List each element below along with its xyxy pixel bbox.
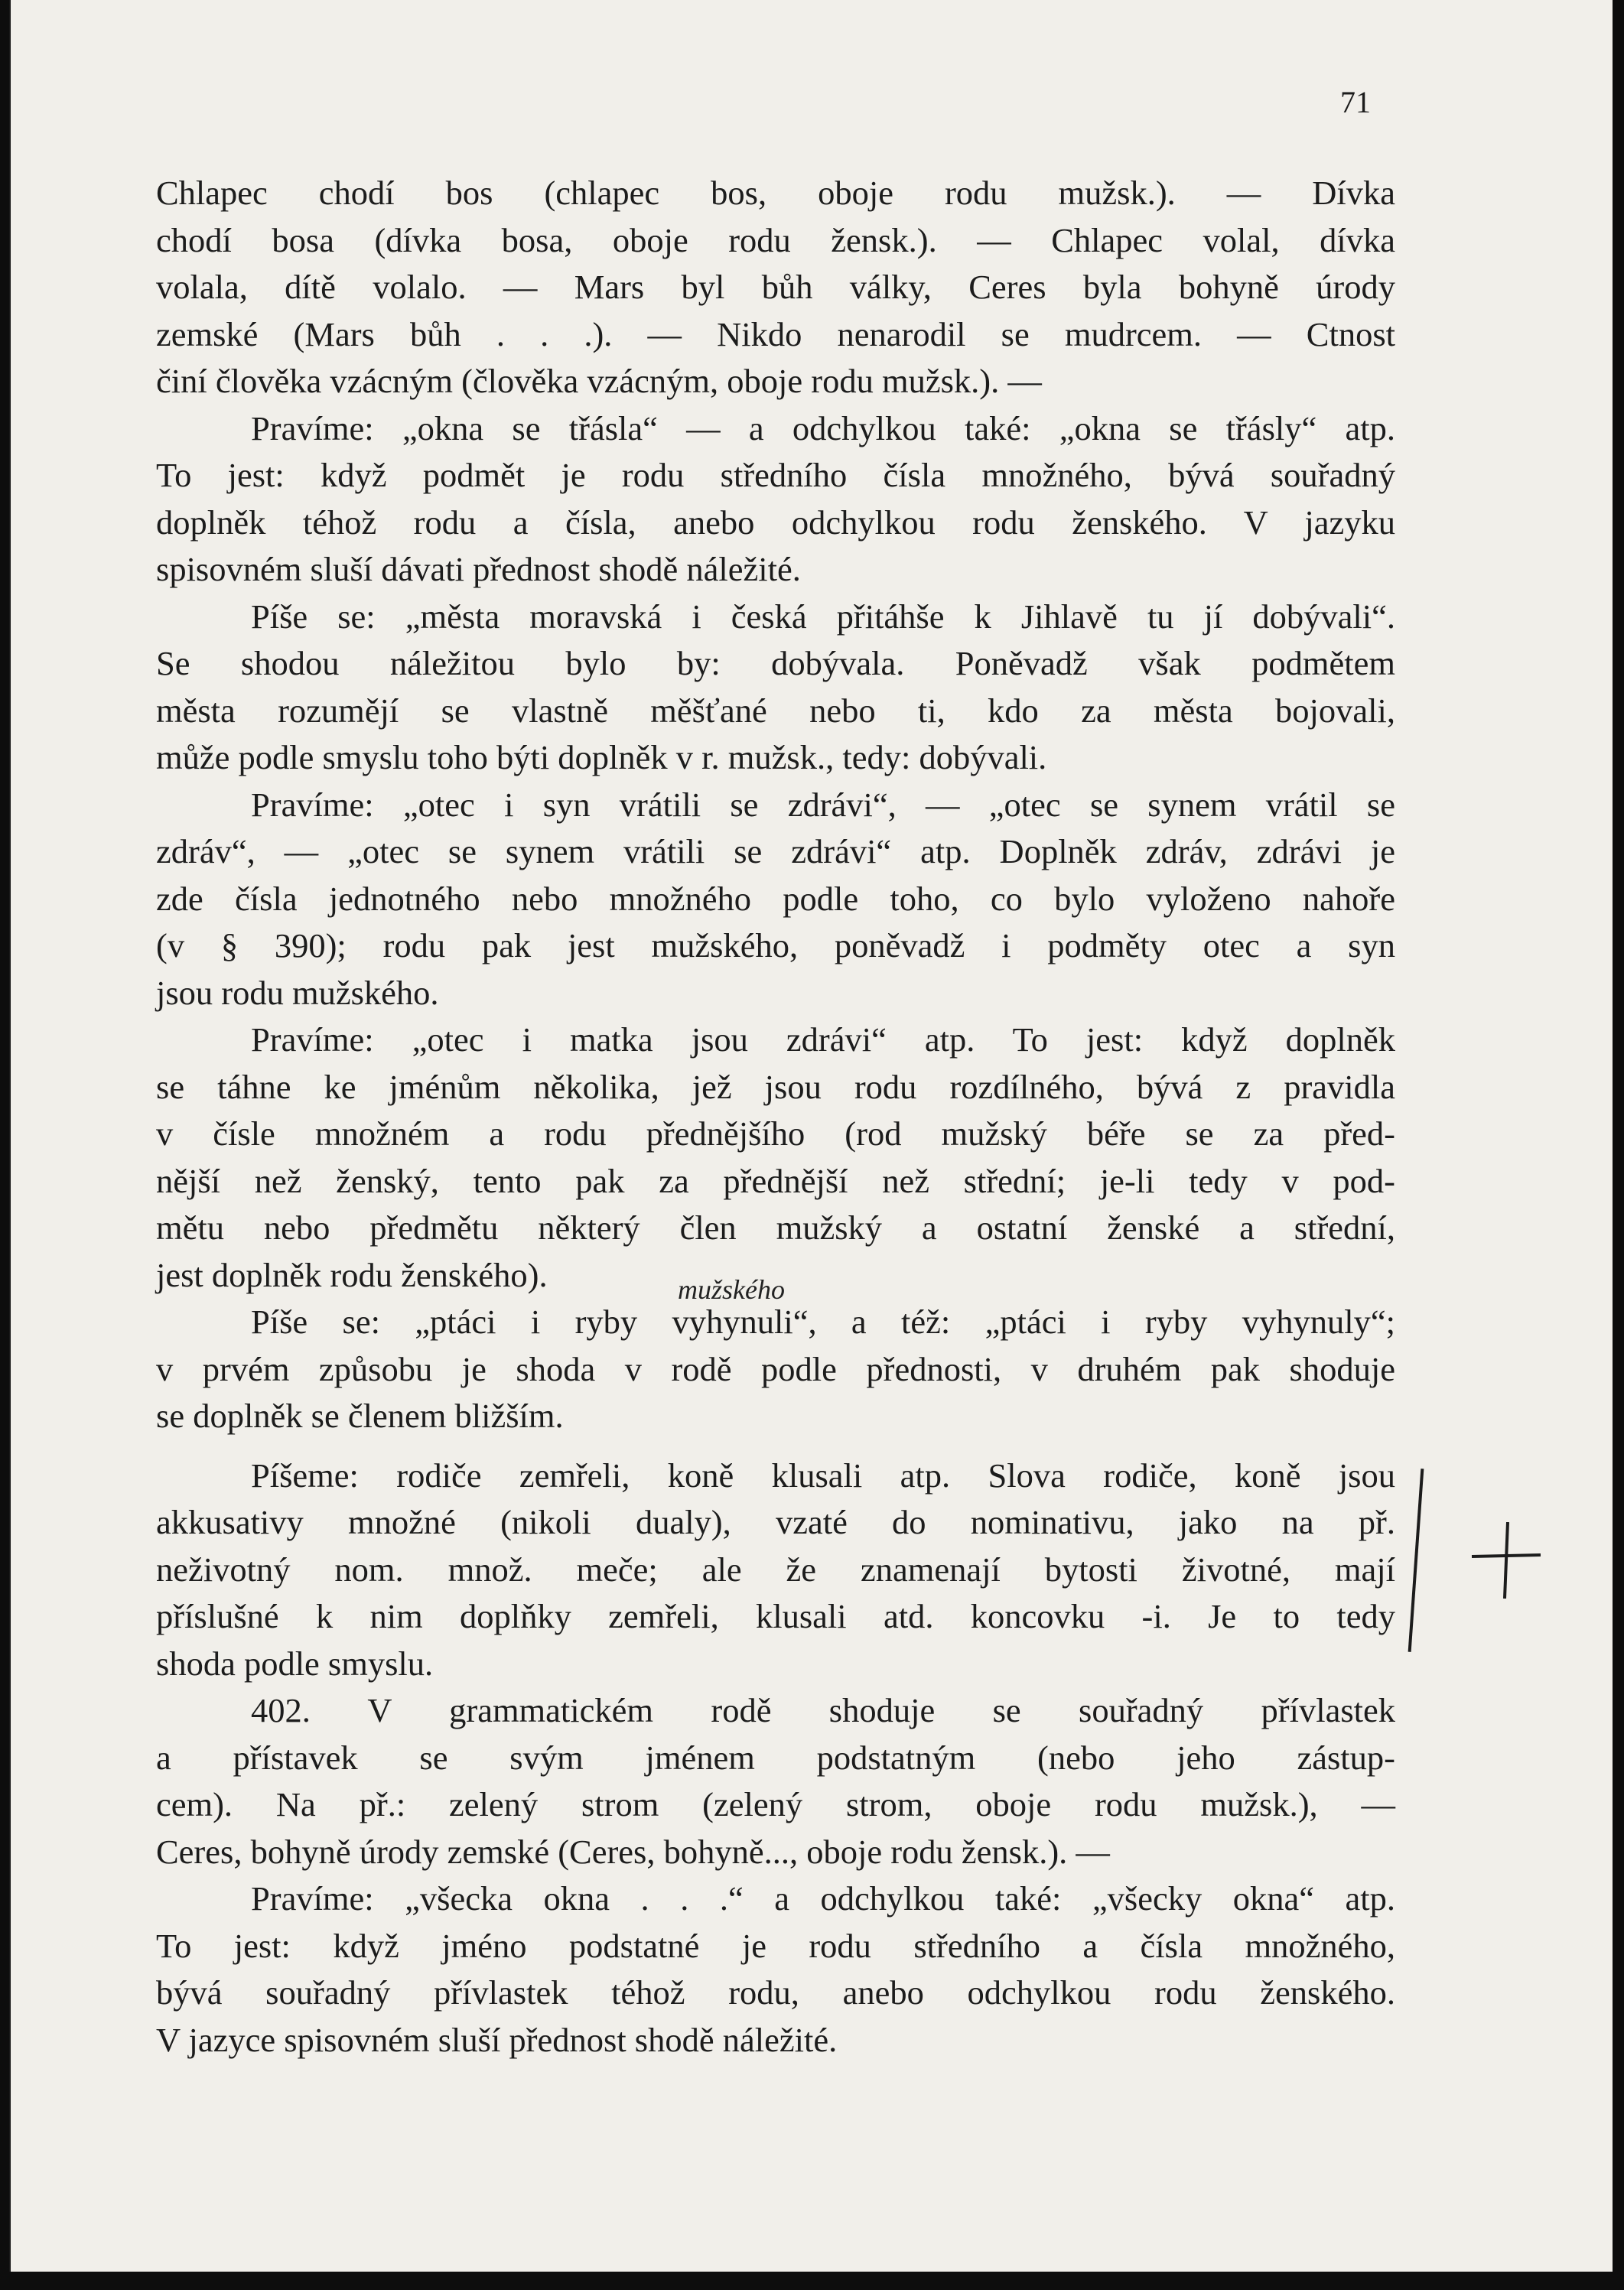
text-line: města rozumějí se vlastně měšťané nebo ti, kdo za města bojovali, xyxy=(156,691,1395,730)
text-line: shoda podle smyslu. xyxy=(156,1644,434,1683)
book-page xyxy=(11,0,1613,2272)
text-line: se doplněk se členem bližším. xyxy=(156,1397,564,1435)
scan-edge-left xyxy=(0,0,9,2290)
text-line: Chlapec chodí bos (chlapec bos, oboje rodu mužsk.). — Dívka xyxy=(156,174,1395,212)
text-line: jest doplněk rodu ženského). xyxy=(156,1255,548,1294)
text-line: nější než ženský, tento pak za přednější než střední; je-li tedy v pod- xyxy=(156,1161,1395,1200)
text-line: cem). Na př.: zelený strom (zelený strom, oboje rodu mužsk.), — xyxy=(156,1785,1395,1823)
text-line: neživotný nom. množ. meče; ale že znamenají bytosti životné, mají xyxy=(156,1550,1395,1589)
margin-plus-icon xyxy=(1468,1522,1544,1599)
page-number: 71 xyxy=(1340,85,1371,119)
text-line: chodí bosa (dívka bosa, oboje rodu žensk.). — Chlapec volal, dívka xyxy=(156,220,1395,259)
text-line: zde čísla jednotného nebo množného podle toho, co bylo vyloženo nahoře xyxy=(156,879,1395,918)
text-line: jsou rodu mužského. xyxy=(156,973,439,1012)
text-line: mětu nebo předmětu některý člen mužský a ostatní ženské a střední, xyxy=(156,1208,1395,1247)
text-line: Ceres, bohyně úrody zemské (Ceres, bohyně..., oboje rodu žensk.). — xyxy=(156,1832,1110,1871)
text-line: zemské (Mars bůh . . .). — Nikdo nenarodil se mudrcem. — Ctnost xyxy=(156,314,1395,353)
scan-edge-bottom xyxy=(0,2272,1624,2290)
text-line: příslušné k nim doplňky zemřeli, klusali atd. koncovku -i. Je to tedy xyxy=(156,1597,1395,1635)
text-line: Se shodou náležitou bylo by: dobývala. Poněvadž však podmětem xyxy=(156,644,1395,682)
text-line: Pravíme: „všecka okna . . .“ a odchylkou také: „všecky okna“ atp. xyxy=(251,1879,1395,1918)
text-line: v čísle množném a rodu přednějšího (rod mužský béře se za před- xyxy=(156,1114,1395,1153)
text-line: bývá souřadný přívlastek téhož rodu, anebo odchylkou rodu ženského. xyxy=(156,1973,1395,2012)
text-line: Píše se: „ptáci i ryby vyhynuli“, a též: „ptáci i ryby vyhynuly“; xyxy=(251,1303,1395,1341)
text-line: spisovném sluší dávati přednost shodě náležité. xyxy=(156,550,801,588)
text-line: Píšeme: rodiče zemřeli, koně klusali atp. Slova rodiče, koně jsou xyxy=(251,1456,1395,1495)
handwritten-correction: mužského xyxy=(678,1274,785,1305)
text-line: Pravíme: „otec i syn vrátili se zdrávi“, — „otec se synem vrátil se xyxy=(251,785,1395,824)
text-line: se táhne ke jménům několika, jež jsou rodu rozdílného, bývá z pravidla xyxy=(156,1067,1395,1106)
text-line: To jest: když jméno podstatné je rodu středního a čísla množného, xyxy=(156,1926,1395,1965)
text-line: doplněk téhož rodu a čísla, anebo odchylkou rodu ženského. V jazyku xyxy=(156,503,1395,542)
text-line: volala, dítě volalo. — Mars byl bůh války, Ceres byla bohyně úrody xyxy=(156,268,1395,306)
text-line: V jazyce spisovném sluší přednost shodě náležité. xyxy=(156,2020,838,2059)
text-line: Píše se: „města moravská i česká přitáhše k Jihlavě tu jí dobývali“. xyxy=(251,597,1395,636)
text-line: a přístavek se svým jménem podstatným (nebo jeho zástup- xyxy=(156,1738,1395,1777)
scan-edge-right xyxy=(1613,0,1624,2290)
page-text xyxy=(156,170,1395,2064)
text-line: To jest: když podmět je rodu středního čísla množného, bývá souřadný xyxy=(156,456,1395,494)
text-line: Pravíme: „otec i matka jsou zdrávi“ atp. To jest: když doplněk xyxy=(251,1020,1395,1059)
text-line: akkusativy množné (nikoli dualy), vzaté do nominativu, jako na př. xyxy=(156,1503,1395,1541)
margin-vertical-mark xyxy=(1408,1469,1424,1652)
text-line: může podle smyslu toho býti doplněk v r. mužsk., tedy: dobývali. xyxy=(156,738,1047,776)
section-heading-line: 402. V grammatickém rodě shoduje se souřadný přívlastek xyxy=(251,1691,1395,1729)
paragraph-gap xyxy=(156,1440,1395,1452)
text-line: Pravíme: „okna se třásla“ — a odchylkou také: „okna se třásly“ atp. xyxy=(251,408,1395,447)
text-line: (v § 390); rodu pak jest mužského, poněvadž i podměty otec a syn xyxy=(156,926,1395,964)
text-line: v prvém způsobu je shoda v rodě podle přednosti, v druhém pak shoduje xyxy=(156,1349,1395,1388)
text-line: zdráv“, — „otec se synem vrátili se zdrávi“ atp. Doplněk zdráv, zdrávi je xyxy=(156,832,1395,870)
text-line: činí člověka vzácným (člověka vzácným, oboje rodu mužsk.). — xyxy=(156,362,1042,400)
